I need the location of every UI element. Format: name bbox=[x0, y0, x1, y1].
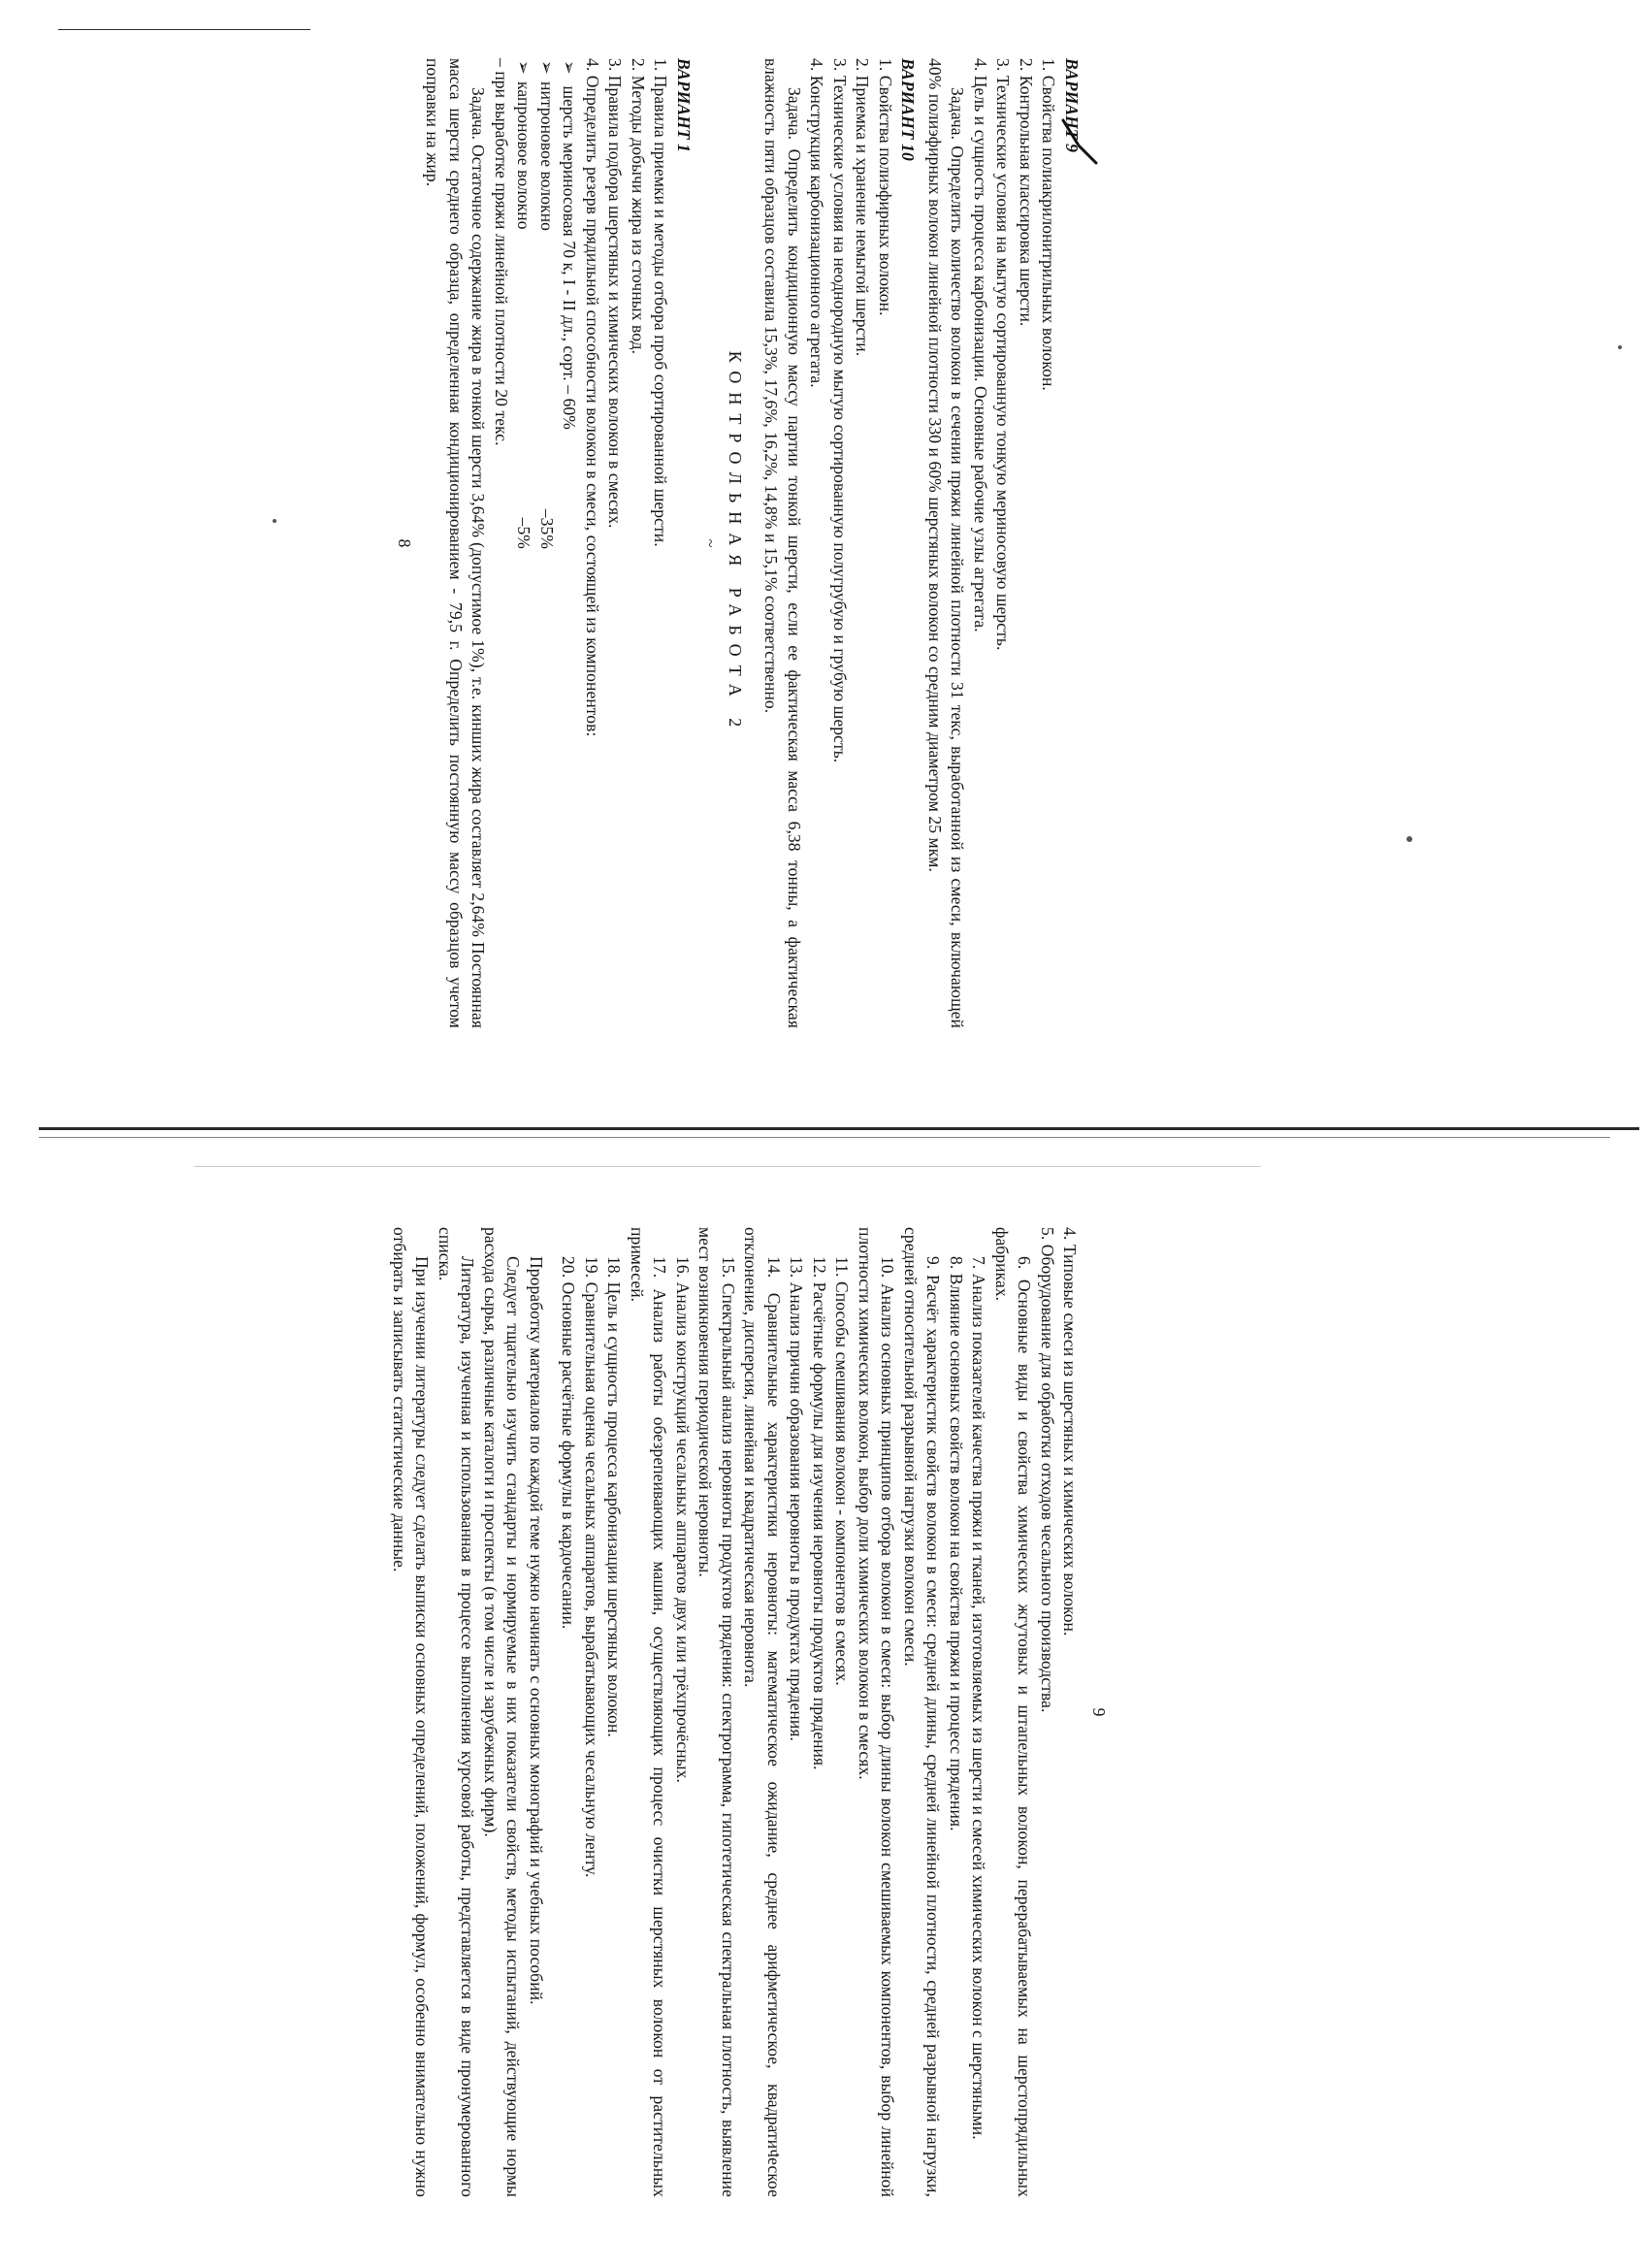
variant1-note: – при выработке пряжи линейной плотности 20 текс. bbox=[492, 58, 511, 446]
page-fold-line bbox=[39, 1127, 1639, 1130]
page-number: 8 bbox=[395, 538, 414, 548]
component-name: шерсть мериносовая 70 к, I - II дл., сорт. – bbox=[560, 85, 580, 395]
body-paragraph: При изучении литературы следует сделать выписки основных определений, положений, формул, особенно внимательно нужно отбирать и записывать статистические данные. bbox=[390, 1227, 433, 2197]
scan-edge-line-top bbox=[58, 29, 310, 30]
topic-item: 12. Расчётные формулы для изучения неровноты продуктов прядения. bbox=[810, 1256, 829, 1770]
control-work-title: КОНТРОЛЬНАЯ РАБОТА 2 bbox=[726, 350, 745, 736]
variant9-heading: ВАРИАНТ 9 bbox=[1062, 58, 1082, 152]
topic-item: 8. Влияние основных свойств волокон на свойства пряжи и процесс прядения. bbox=[947, 1256, 966, 1831]
topic-item: 9. Расчёт характеристик свойств волокон в смеси: средней длины, средней линейной плотности, средней разрывной нагрузки, средней относительной разрывной нагрузки волокон смеси. bbox=[901, 1227, 944, 2197]
arrow-bullet-icon: ➢ bbox=[537, 60, 557, 75]
variant10-heading: ВАРИАНТ 10 bbox=[898, 58, 919, 161]
body-paragraph: Проработку материалов по каждой теме нужно начинать с основных монографий и учебных пособий. bbox=[527, 1256, 546, 2005]
variant9-item-2: 2. Контрольная классировка шерсти. bbox=[1017, 58, 1036, 327]
page-fold-line-secondary bbox=[39, 1137, 1610, 1138]
body-paragraph: Следует тщательно изучить стандарты и нормируемые в них показатели свойств, методы испытаний, действующие нормы расхода сырья, различные каталоги и проспекты (в том числе и зарубежных фирм). bbox=[481, 1227, 524, 2197]
body-paragraph: Литература, изученная и использованная в процессе выполнения курсовой работы, представляется в виде пронумерованного списка. bbox=[436, 1227, 478, 2197]
topic-item: 6. Основные виды и свойства химических жгутовых и штапельных волокон, перерабатываемых на шерстопрядильных фабриках. bbox=[992, 1227, 1035, 2197]
component-value: –5% bbox=[514, 517, 534, 549]
variant10-task: Задача. Определить кондиционную массу партии тонкой шерсти, если ее фактическая масса 6,38 тонны, а фактическая влажность пяти образцов составила 15,3%, 17,6%, 16,2%, 14,8% и 15,1% соответственно. bbox=[761, 58, 804, 1028]
bottom-page bbox=[390, 1227, 1116, 2197]
scan-speck bbox=[1618, 345, 1622, 349]
component-row bbox=[535, 58, 559, 549]
variant10-item-1: 1. Свойства полиэфирных волокон. bbox=[876, 58, 895, 316]
topic-item: 4. Типовые смеси из шерстяных и химических волокон. bbox=[1060, 1227, 1081, 1636]
component-row bbox=[558, 58, 581, 627]
scan-dash-line bbox=[194, 1166, 1261, 1167]
scan-speck bbox=[273, 519, 276, 523]
variant10-item-4: 4. Конструкция карбонизационного агрегата. bbox=[807, 58, 827, 388]
variant1-item-3: 3. Правила подбора шерстяных и химических волокон в смесях. bbox=[605, 58, 626, 529]
variant1-heading: ВАРИАНТ 1 bbox=[674, 58, 694, 152]
page-number: 9 bbox=[1089, 1707, 1109, 1717]
variant1-task: Задача. Остаточное содержание жира в тонкой шерсти 3,64% (допустимое 1%), т.е. кинших жира составляет 2,64% Постоянная масса шерсти среднего образца, определенная кондиционированием - 79,5 г. Определить постоянную массу образцов учетом поправки на жир. bbox=[423, 58, 489, 1028]
variant9-item-3: 3. Технические условия на мытую сортированную тонкую мериносовую шерсть. bbox=[993, 58, 1014, 651]
arrow-bullet-icon: ➢ bbox=[514, 60, 534, 75]
topic-item: 11. Способы смешивания волокон - компонентов в смесях. bbox=[832, 1256, 853, 1686]
topic-item: 18. Цель и сущность процесса карбонизации шерстяных волокон. bbox=[604, 1256, 625, 1737]
topic-item: 5. Оборудование для обработки отходов чесального производства. bbox=[1038, 1227, 1057, 1713]
top-page bbox=[395, 58, 1086, 1028]
topic-item: 15. Спектральный анализ неровноты продуктов прядения: спектрограмма, гипотетическая спектральная плотность, выявление мест возникновения периодической неровноты. bbox=[695, 1227, 738, 2197]
topic-item: 16. Анализ конструкций чесальных аппаратов двух или трёхпрочёсных. bbox=[673, 1256, 693, 1783]
topic-item: 7. Анализ показателей качества пряжи и тканей, изготовляемых из шерсти и смесей химических волокон с шерстяными. bbox=[969, 1256, 989, 2140]
topic-item: 13. Анализ причин образования неровноты в продуктах прядения. bbox=[787, 1256, 807, 1741]
control-work-squiggle: ~ bbox=[701, 538, 719, 548]
topic-item: 14. Сравнительные характеристики неровноты: математическое ожидание, среднее арифметическое, квадратическое отклонение, дисперсия, линейная и квадратическая неровнота. bbox=[741, 1227, 784, 2197]
component-value: 60% bbox=[560, 398, 580, 430]
topic-item: 17. Анализ работы обезрепеивающих машин, осуществляющих процесс очистки шерстяных волокон от растительных примесей. bbox=[628, 1227, 670, 2197]
variant1-item-1: 1. Правила приемки и методы отбора проб сортированной шерсти. bbox=[651, 58, 671, 547]
variant1-item-4: 4. Определить резерв прядильной способности волокон в смеси, состоящей из компонентов: bbox=[583, 58, 602, 737]
variant9-item-4: 4. Цель и сущность процесса карбонизации. Основные рабочие узлы агрегата. bbox=[971, 58, 990, 632]
topic-item: 20. Основные расчётные формулы в кардочесании. bbox=[559, 1256, 579, 1630]
topic-item: 19. Сравнительная оценка чесальных аппаратов, вырабатывающих чесальную ленту. bbox=[582, 1256, 601, 1878]
component-row bbox=[512, 58, 535, 549]
component-name: нитроновое волокно bbox=[537, 81, 557, 232]
variant9-task: Задача. Определить количество волокон в сечении пряжи линейной плотности 31 текс, выработанной из смеси, включающей 40% полиэфирных волокон линейной плотности 330 и 60% шерстяных волокон со средним диаметром 25 мкм. bbox=[925, 58, 968, 1028]
topic-item: 10. Анализ основных принципов отбора волокон в смеси: выбор длины волокон смешиваемых компонентов, выбор линейной плотности химических волокон, выбор доли химических волокон в смесях. bbox=[856, 1227, 898, 2197]
variant9-item-1: 1. Свойства полиакрилонитрильных волокон. bbox=[1039, 58, 1059, 391]
variant10-item-3: 3. Технические условия на неоднородную мытую сортированную полугрубую и грубую шерсть. bbox=[830, 58, 850, 763]
scan-speck bbox=[1406, 836, 1412, 842]
component-value: –35% bbox=[537, 508, 557, 549]
variant10-item-2: 2. Приемка и хранение немытой шерсти. bbox=[853, 58, 873, 357]
component-name: капроновое волокно bbox=[514, 81, 534, 230]
variant1-item-2: 2. Методы добычи жира из сточных вод. bbox=[629, 58, 648, 355]
arrow-bullet-icon: ➢ bbox=[560, 60, 580, 75]
